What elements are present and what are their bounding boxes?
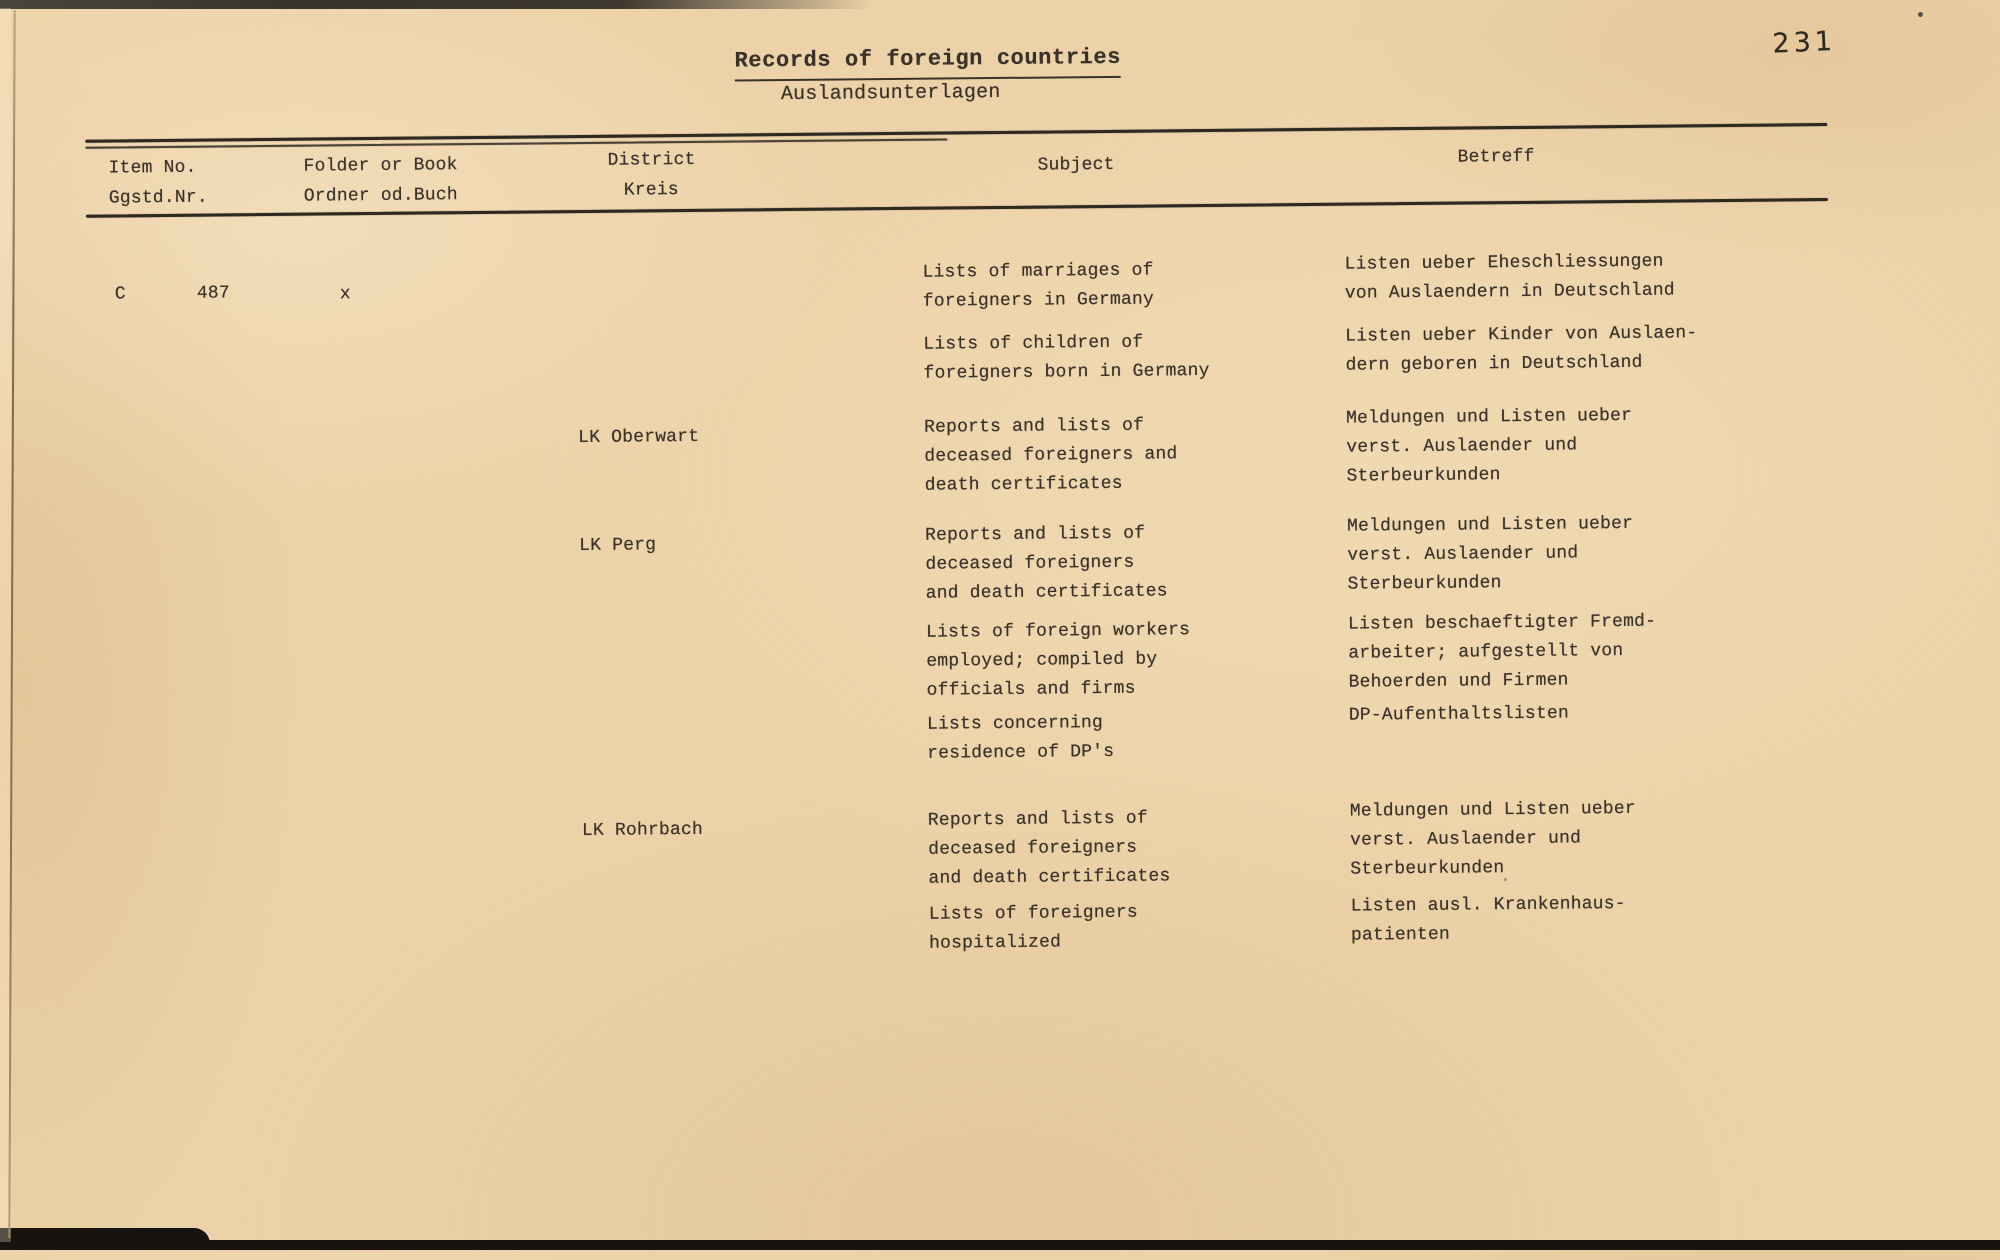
column-header-district-de: Kreis xyxy=(623,180,679,201)
column-header-subject: Subject xyxy=(1037,154,1115,176)
subject-cell: Lists of marriages of foreigners in Germany xyxy=(922,260,1155,312)
betreff-cell: Listen ausl. Krankenhaus- patienten xyxy=(1350,894,1626,946)
item-letter: C xyxy=(114,284,126,305)
item-number: 487 xyxy=(196,283,230,304)
table-row xyxy=(0,320,1997,384)
column-header-item-en: Item No. xyxy=(108,157,197,179)
subject-cell: Lists of foreign workers employed; compiled by officials and firms xyxy=(925,620,1191,701)
table-row xyxy=(0,608,2000,701)
subject-cell: Lists of children of foreigners born in Germany xyxy=(923,332,1210,384)
page-number: 231 xyxy=(1771,25,1837,60)
folder-mark: x xyxy=(339,284,351,305)
betreff-cell: Meldungen und Listen ueber verst. Auslaender und Sterbeurkunden xyxy=(1345,405,1633,487)
district-cell: LK Oberwart xyxy=(578,426,700,449)
district-cell xyxy=(577,337,907,340)
subject-cell: Reports and lists of deceased foreigners and death certificates xyxy=(924,415,1178,496)
header-rule-top xyxy=(85,123,1827,143)
subject-cell: Lists of foreigners hospitalized xyxy=(928,902,1138,954)
column-header-betreff: Betreff xyxy=(1457,146,1535,168)
betreff-cell: Listen beschaeftigter Fremd- arbeiter; aufgestellt von Behoerden und Firmen xyxy=(1347,611,1657,693)
column-header-item-de: Ggstd.Nr. xyxy=(108,187,208,209)
table-row xyxy=(2,796,2000,889)
subject-cell: Reports and lists of deceased foreigners and death certificates xyxy=(927,808,1171,889)
district-cell: LK Rohrbach xyxy=(581,819,704,842)
betreff-cell: Meldungen und Listen ueber verst. Auslaender und Sterbeurkunden xyxy=(1346,513,1634,595)
district-cell xyxy=(581,717,911,720)
district-cell: LK Perg xyxy=(579,535,657,557)
table-row xyxy=(0,511,1999,604)
subject-cell: Reports and lists of deceased foreigners and death certificates xyxy=(925,523,1168,604)
subject-cell: Lists concerning residence of DP's xyxy=(926,713,1115,764)
district-cell xyxy=(577,265,907,268)
column-header-folder-en: Folder or Book xyxy=(303,155,458,177)
table-row xyxy=(3,890,2000,954)
column-header-district-en: District xyxy=(607,149,696,171)
betreff-cell: DP-Aufenthaltslisten xyxy=(1348,703,1570,726)
betreff-cell: Listen ueber Kinder von Auslaen- dern geboren in Deutschland xyxy=(1345,323,1698,376)
district-cell xyxy=(580,625,910,628)
betreff-cell: Listen ueber Eheschliessungen von Auslaendern in Deutschland xyxy=(1344,251,1675,304)
page-subtitle: Auslandsunterlagen xyxy=(780,80,1001,107)
betreff-cell: Meldungen und Listen ueber verst. Auslaender und Sterbeurkunden xyxy=(1349,798,1636,880)
column-header-folder-de: Ordner od.Buch xyxy=(303,185,458,207)
page-title: Records of foreign countries xyxy=(734,43,1121,82)
district-cell xyxy=(583,907,913,910)
table-row xyxy=(0,403,1998,496)
